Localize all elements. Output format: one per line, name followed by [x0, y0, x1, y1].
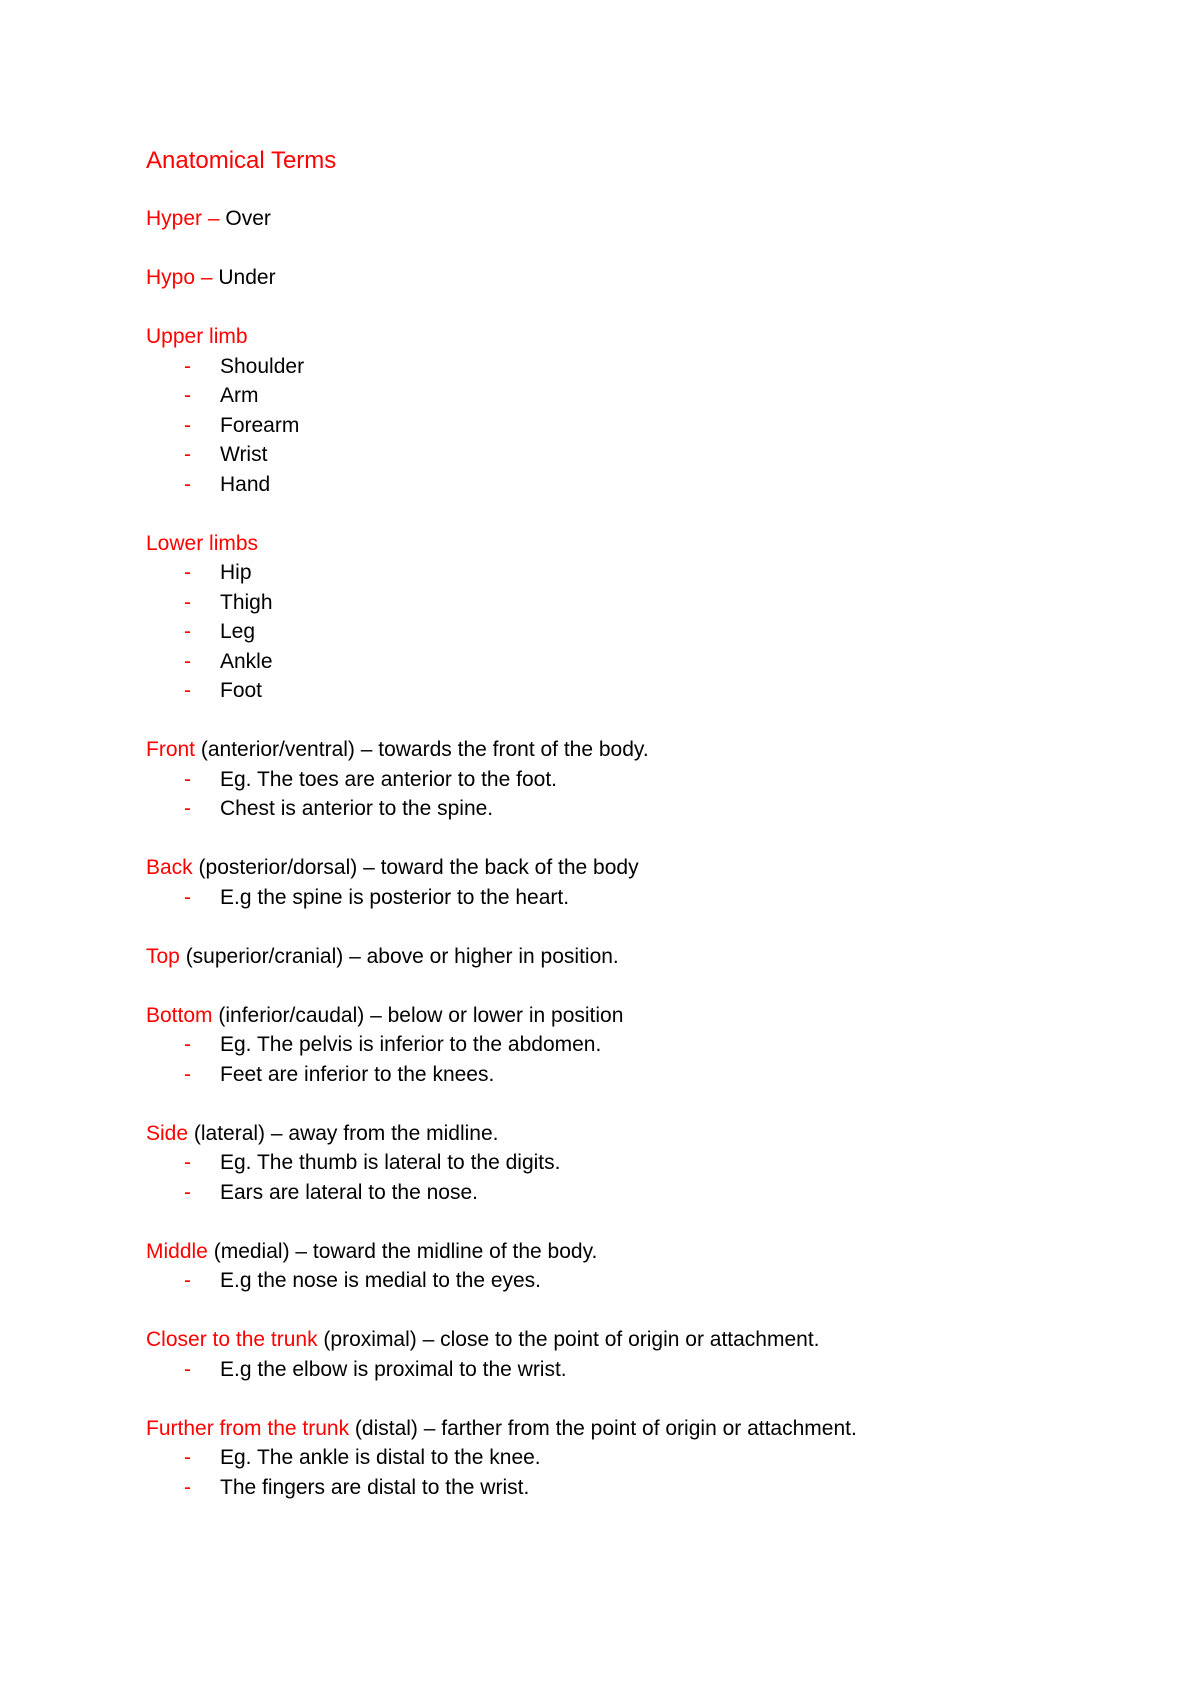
dash-marker: -	[184, 443, 191, 466]
list-item	[146, 588, 1106, 618]
separator: –	[202, 207, 226, 230]
direction-definition: (anterior/ventral) – towards the front of the body.	[195, 738, 649, 761]
example-text: Eg. The thumb is lateral to the digits.	[220, 1151, 561, 1174]
list-item	[146, 470, 1106, 500]
example-item	[146, 1030, 1106, 1060]
example-text: E.g the nose is medial to the eyes.	[220, 1269, 542, 1292]
direction-term: Side	[146, 1121, 189, 1145]
lower-limbs-heading: Lower limbs	[146, 531, 259, 555]
example-text: Chest is anterior to the spine.	[220, 797, 494, 820]
list-item	[146, 558, 1106, 588]
term-label: Hypo	[146, 266, 196, 289]
list-item-text: Ankle	[220, 649, 273, 673]
dash-marker: -	[184, 1062, 191, 1086]
separator: –	[195, 266, 219, 289]
direction-term: Front	[146, 738, 196, 761]
dash-marker: -	[184, 384, 191, 407]
direction-definition: (lateral) – away from the midline.	[188, 1121, 499, 1145]
dash-marker: -	[184, 413, 191, 437]
dash-marker: -	[184, 767, 191, 791]
list-item-text: Forearm	[220, 413, 300, 437]
example-item	[146, 1148, 1106, 1178]
direction-middle	[146, 1237, 1106, 1267]
example-item	[146, 1060, 1106, 1090]
dash-marker: -	[184, 1151, 191, 1174]
direction-definition: (inferior/caudal) – below or lower in position	[212, 1003, 624, 1027]
dash-marker: -	[184, 1033, 191, 1056]
direction-bottom	[146, 1001, 1106, 1031]
dash-marker: -	[184, 649, 191, 673]
direction-term: Bottom	[146, 1003, 213, 1027]
term-hypo	[146, 263, 1106, 293]
direction-term: Top	[146, 944, 180, 968]
example-text: The fingers are distal to the wrist.	[220, 1475, 530, 1499]
list-item	[146, 440, 1106, 470]
document-title: Anatomical Terms	[146, 147, 337, 174]
dash-marker: -	[184, 1269, 191, 1292]
list-item	[146, 647, 1106, 677]
direction-term: Further from the trunk	[146, 1416, 350, 1440]
example-text: Ears are lateral to the nose.	[220, 1180, 478, 1204]
list-item	[146, 381, 1106, 411]
example-text: Feet are inferior to the knees.	[220, 1062, 495, 1086]
example-item	[146, 794, 1106, 824]
example-item	[146, 883, 1106, 913]
list-item-text: Leg	[220, 620, 256, 643]
example-item	[146, 1443, 1106, 1473]
direction-top	[146, 942, 1106, 972]
list-item	[146, 352, 1106, 382]
example-item	[146, 1355, 1106, 1385]
dash-marker: -	[184, 797, 191, 820]
dash-marker: -	[184, 354, 191, 378]
direction-term: Closer to the trunk	[146, 1328, 318, 1351]
list-item-text: Shoulder	[220, 354, 305, 378]
dash-marker: -	[184, 561, 191, 584]
list-item	[146, 411, 1106, 441]
list-item-text: Hip	[220, 561, 252, 584]
dash-marker: -	[184, 1357, 191, 1381]
direction-term: Back	[146, 856, 193, 879]
direction-front	[146, 735, 1106, 765]
dash-marker: -	[184, 1446, 191, 1469]
example-text: Eg. The toes are anterior to the foot.	[220, 767, 557, 791]
example-item	[146, 1178, 1106, 1208]
example-text: Eg. The pelvis is inferior to the abdomen.	[220, 1033, 602, 1056]
list-item	[146, 676, 1106, 706]
list-item-text: Hand	[220, 472, 271, 496]
list-item-text: Thigh	[220, 590, 273, 614]
direction-definition: (proximal) – close to the point of origin or attachment.	[317, 1328, 820, 1351]
direction-back	[146, 853, 1106, 883]
dash-marker: -	[184, 885, 191, 909]
list-item	[146, 617, 1106, 647]
example-item	[146, 1473, 1106, 1503]
list-item-text: Foot	[220, 679, 263, 702]
term-meaning: Under	[218, 266, 276, 289]
list-item-text: Arm	[220, 384, 259, 407]
term-label: Hyper	[146, 207, 203, 230]
list-item-text: Wrist	[220, 443, 268, 466]
direction-side	[146, 1119, 1106, 1149]
example-item	[146, 1266, 1106, 1296]
direction-term: Middle	[146, 1239, 208, 1263]
document-page	[146, 146, 1106, 1502]
example-item	[146, 765, 1106, 795]
direction-definition: (posterior/dorsal) – toward the back of the body	[192, 856, 639, 879]
example-text: Eg. The ankle is distal to the knee.	[220, 1446, 541, 1469]
dash-marker: -	[184, 1180, 191, 1204]
dash-marker: -	[184, 679, 191, 702]
example-text: E.g the spine is posterior to the heart.	[220, 885, 570, 909]
dash-marker: -	[184, 620, 191, 643]
direction-definition: (superior/cranial) – above or higher in position.	[179, 944, 619, 968]
direction-definition: (medial) – toward the midline of the body.	[207, 1239, 598, 1263]
term-hyper	[146, 204, 1106, 234]
dash-marker: -	[184, 1475, 191, 1499]
dash-marker: -	[184, 472, 191, 496]
direction-definition: (distal) – farther from the point of origin or attachment.	[349, 1416, 857, 1440]
direction-distal	[146, 1414, 1106, 1444]
term-meaning: Over	[225, 207, 271, 230]
upper-limb-heading: Upper limb	[146, 325, 248, 348]
example-text: E.g the elbow is proximal to the wrist.	[220, 1357, 567, 1381]
dash-marker: -	[184, 590, 191, 614]
direction-proximal	[146, 1325, 1106, 1355]
